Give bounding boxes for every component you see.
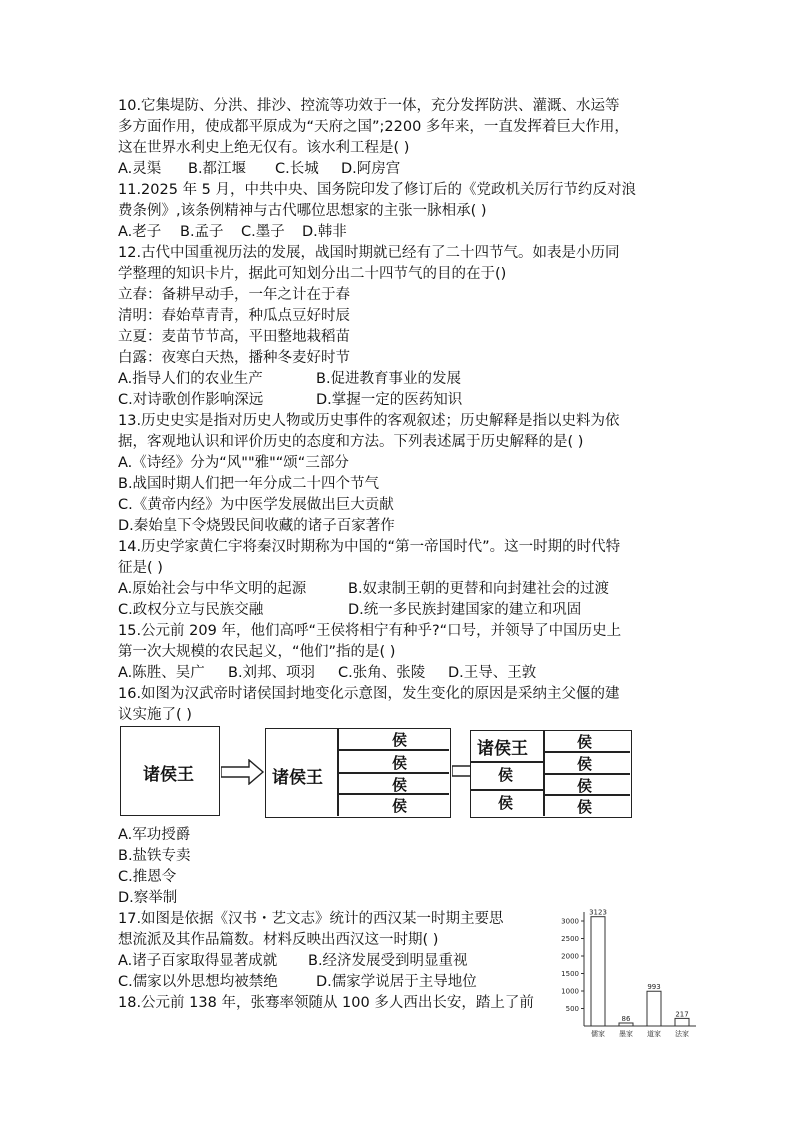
stage1-king-label: 诸侯王 [143,765,194,785]
q12-card-line-1: 立春：备耕早动手，一年之计在于春 [118,287,350,303]
bar [591,917,605,1026]
q15-stem-line-2: 第一次大规模的农民起义，“他们”指的是( ) [118,644,396,660]
stage3-box [470,730,632,818]
q10-option-c: C.长城 [275,161,319,177]
q12-stem-line-1: 12.古代中国重视历法的发展，战国时期就已经有了二十四节气。如表是小历同 [118,245,620,261]
q16-option-c: C.推恩令 [118,869,177,885]
q14-stem-line-1: 14.历史学家黄仁宇将秦汉时期称为中国的“第一帝国时代”。这一时期的时代特 [118,539,621,555]
stage2-king-label: 诸侯王 [272,768,323,788]
stage2-marquis-4: 侯 [392,797,408,815]
q13-option-a: A.《诗经》分为“风""雅"“颂“三部分 [118,455,349,471]
q16-option-d: D.察举制 [118,890,178,906]
q17-option-d: D.儒家学说居于主导地位 [316,974,477,990]
q17-option-b: B.经济发展受到明显重视 [308,953,468,969]
q13-option-c: C.《黄帝内经》为中医学发展做出巨大贡献 [118,497,394,513]
y-tick-label: 500 [565,1005,579,1013]
bar-data-label: 993 [647,983,661,992]
q16-stem-line-1: 16.如图为汉武帝时诸侯国封地变化示意图，发生变化的原因是采纳主父偃的建 [118,686,620,702]
q12-card-line-4: 白露：夜寒白天热，播种冬麦好时节 [118,350,350,366]
q14-stem-line-2: 征是( ) [118,560,163,576]
q11-option-b: B.孟子 [180,224,224,240]
q12-option-d: D.掌握一定的医药知识 [316,392,463,408]
q12-card-line-3: 立夏：麦苗节节高，平田整地栽稻苗 [118,329,350,345]
bar [619,1023,633,1026]
q17-stem-line-2: 想流派及其作品篇数。材料反映出西汉这一时期( ) [118,932,439,948]
q16-option-b: B.盐铁专卖 [118,848,191,864]
bar-data-label: 86 [621,1014,631,1023]
q10-option-d: D.阿房宫 [341,161,401,177]
stage3-king-label: 诸侯王 [477,739,528,759]
q14-option-b: B.奴隶制王朝的更替和向封建社会的过渡 [348,581,610,597]
stage3-marquis-right-3: 侯 [577,777,593,795]
q10-stem-line-3: 这在世界水利史上绝无仅有。该水利工程是( ) [118,140,410,156]
q15-stem-line-1: 15.公元前 209 年，他们高呼“王侯将相宁有种乎?“口号，并领导了中国历史上 [118,623,622,639]
arrow-right-icon [221,759,265,785]
q15-option-a: A.陈胜、吴广 [118,665,205,681]
q17-stem-line-1: 17.如图是依据《汉书・艺文志》统计的西汉某一时期主要思 [118,911,504,927]
x-category-label: 法家 [675,1030,689,1038]
q11-option-d: D.韩非 [302,224,347,240]
q15-option-c: C.张角、张陵 [338,665,426,681]
q17-option-a: A.诸子百家取得显著成就 [118,953,278,969]
y-tick-label: 2500 [561,935,579,943]
q14-option-c: C.政权分立与民族交融 [118,602,264,618]
q12-card-line-2: 清明：春始草青青，种瓜点豆好时辰 [118,308,350,324]
q11-stem-line-2: 费条例》,该条例精神与古代哪位思想家的主张一脉相承( ) [118,203,487,219]
bar-data-label: 217 [675,1010,689,1019]
x-category-label: 儒家 [591,1030,605,1038]
stage3-marquis-right-2: 侯 [577,755,593,773]
y-tick-label: 2000 [561,952,579,961]
q11-option-a: A.老子 [118,224,162,240]
school-works-bar-chart [556,906,700,1046]
q10-option-b: B.都江堰 [188,161,247,177]
bar-data-label: 3123 [589,908,607,917]
q17-option-c: C.儒家以外思想均被禁绝 [118,974,278,990]
stage3-marquis-left-2: 侯 [498,794,514,812]
q11-stem-line-1: 11.2025 年 5 月，中共中央、国务院印发了修订后的《党政机关厉行节约反对浪 [118,182,637,198]
q16-stem-line-2: 议实施了( ) [118,707,192,723]
x-category-label: 道家 [647,1030,661,1038]
q12-option-b: B.促进教育事业的发展 [316,371,462,387]
q10-stem-line-1: 10.它集堤防、分洪、排沙、控流等功效于一体，充分发挥防洪、灌溉、水运等 [118,98,620,114]
stage1-box [120,726,220,816]
q14-option-d: D.统一多民族封建国家的建立和巩固 [348,602,582,618]
q13-option-d: D.秦始皇下令烧毁民间收藏的诸子百家著作 [118,518,395,534]
q14-option-a: A.原始社会与中华文明的起源 [118,581,307,597]
stage2-box [265,728,451,818]
q12-stem-line-2: 学整理的知识卡片，据此可知划分出二十四节气的目的在于() [118,266,507,282]
bar [647,991,661,1026]
stage2-marquis-2: 侯 [392,754,408,772]
stage2-marquis-1: 侯 [392,731,408,749]
q18-stem-line-1: 18.公元前 138 年，张骞率领随从 100 多人西出长安，踏上了前 [118,995,534,1011]
q12-option-c: C.对诗歌创作影响深远 [118,392,264,408]
q15-option-d: D.王导、王敦 [448,665,537,681]
stage3-marquis-right-1: 侯 [577,733,593,751]
q16-option-a: A.军功授爵 [118,827,191,843]
q13-stem-line-2: 据，客观地认识和评价历史的态度和方法。下列表述属于历史解释的是( ) [118,434,584,450]
q12-option-a: A.指导人们的农业生产 [118,371,263,387]
stage2-marquis-3: 侯 [392,776,408,794]
fiefdom-change-diagram [120,726,640,822]
y-tick-label: 1500 [561,970,579,978]
stage3-marquis-right-4: 侯 [577,798,593,816]
q10-stem-line-2: 多方面作用，使成都平原成为“天府之国”;2200 多年来，一直发挥着巨大作用， [118,119,629,135]
q13-option-b: B.战国时期人们把一年分成二十四个节气 [118,476,380,492]
x-category-label: 墨家 [619,1030,633,1038]
q15-option-b: B.刘邦、项羽 [228,665,316,681]
stage3-marquis-left-1: 侯 [498,766,514,784]
bar [675,1018,689,1026]
y-tick-label: 3000 [561,917,579,926]
y-tick-label: 1000 [561,987,579,996]
q11-option-c: C.墨子 [241,224,285,240]
q10-option-a: A.灵渠 [118,161,162,177]
q13-stem-line-1: 13.历史史实是指对历史人物或历史事件的客观叙述；历史解释是指以史料为依 [118,413,620,429]
